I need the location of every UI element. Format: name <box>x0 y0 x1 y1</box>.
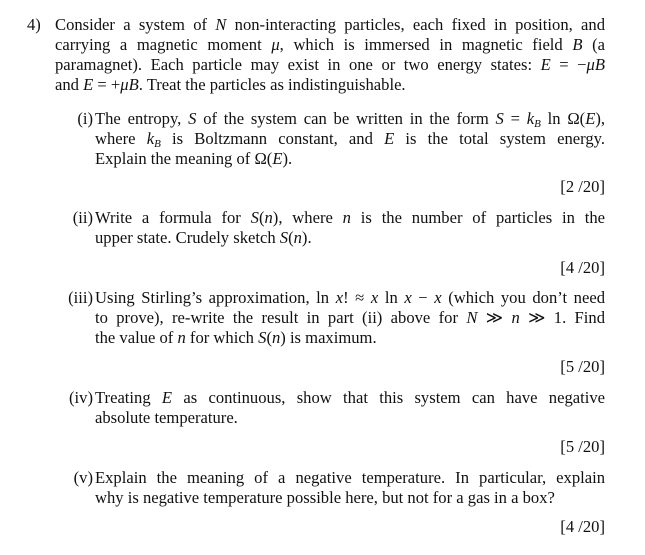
math-symbol: N <box>466 308 478 327</box>
part-iii-label: (iii) <box>68 288 93 307</box>
part-iii-marks: [5 /20] <box>560 357 605 376</box>
part-ii-label: (ii) <box>72 208 93 227</box>
part-v-marks: [4 /20] <box>560 517 605 536</box>
math-symbol: x <box>335 288 344 307</box>
math-symbol: E <box>272 149 283 168</box>
math-symbol: x <box>404 288 412 307</box>
text-line: and E = +μB. Treat the particles as indistinguishable. <box>55 75 406 94</box>
text-line: Write a formula for S(n), where n is the number of particles in the <box>95 208 605 227</box>
math-symbol: n <box>293 228 302 247</box>
part-ii-text <box>95 208 605 248</box>
part-i-label: (i) <box>77 109 93 128</box>
math-symbol: n <box>342 208 351 227</box>
part-v-text <box>95 468 605 508</box>
math-symbol: μB <box>586 55 605 74</box>
math-symbol: S <box>495 109 504 128</box>
part-i-marks: [2 /20] <box>560 177 605 196</box>
text-line: Using Stirling’s approximation, ln x! ≈ x ln x − x (which you don’t need <box>95 288 605 307</box>
math-symbol: x <box>370 288 379 307</box>
text-line: Explain the meaning of Ω(E). <box>95 149 293 168</box>
math-symbol: μB <box>120 75 139 94</box>
part-ii-marks: [4 /20] <box>560 258 605 277</box>
math-symbol: S <box>279 228 289 247</box>
text-line: Consider a system of N non-interacting particles, each fixed in position, and <box>55 15 605 34</box>
part-i-text <box>95 109 605 169</box>
math-symbol: x <box>434 288 442 307</box>
math-symbol: S <box>250 208 259 227</box>
math-symbol: S <box>188 109 197 128</box>
math-symbol: n <box>271 328 281 347</box>
math-symbol: n <box>511 308 520 327</box>
question-intro <box>55 15 605 95</box>
math-symbol: S <box>258 328 267 347</box>
part-iv-text <box>95 388 605 428</box>
text-line: where $k_B$ is Boltzmann constant, and E is the total system energy. <box>95 129 605 150</box>
question-number: 4) <box>27 15 41 34</box>
math-symbol: B <box>572 35 583 54</box>
math-symbol: N <box>215 15 227 34</box>
math-symbol: μ <box>271 35 280 54</box>
math-symbol: $k_B$ <box>526 109 541 130</box>
math-symbol: E <box>585 109 596 128</box>
part-v-label: (v) <box>73 468 93 487</box>
math-symbol: E <box>83 75 94 94</box>
math-symbol: $k_B$ <box>146 129 161 150</box>
text-line: carrying a magnetic moment μ, which is immersed in magnetic field B (a <box>55 35 605 54</box>
text-line: Treating E as continuous, show that this system can have negative <box>95 388 605 407</box>
text-line: to prove), re-write the result in part (ii) above for N ≫ n ≫ 1. Find <box>95 308 605 327</box>
part-iv-marks: [5 /20] <box>560 437 605 456</box>
text-line: the value of n for which S(n) is maximum. <box>95 328 377 347</box>
text-line: why is negative temperature possible here, but not for a gas in a box? <box>95 488 555 507</box>
part-iv-label: (iv) <box>69 388 93 407</box>
math-symbol: n <box>264 208 273 227</box>
math-symbol: n <box>177 328 186 347</box>
math-symbol: E <box>384 129 395 148</box>
math-symbol: E <box>161 388 173 407</box>
part-iii-text <box>95 288 605 348</box>
text-line: The entropy, S of the system can be written in the form $S = k_B$ ln Ω(E), <box>95 109 606 130</box>
text-line: Explain the meaning of a negative temperature. In particular, explain <box>95 468 605 487</box>
text-line: absolute temperature. <box>95 408 238 427</box>
text-line: paramagnet). Each particle may exist in one or two energy states: E = −μB <box>55 55 605 74</box>
text-line: upper state. Crudely sketch S(n). <box>95 228 312 247</box>
math-symbol: E <box>540 55 551 74</box>
